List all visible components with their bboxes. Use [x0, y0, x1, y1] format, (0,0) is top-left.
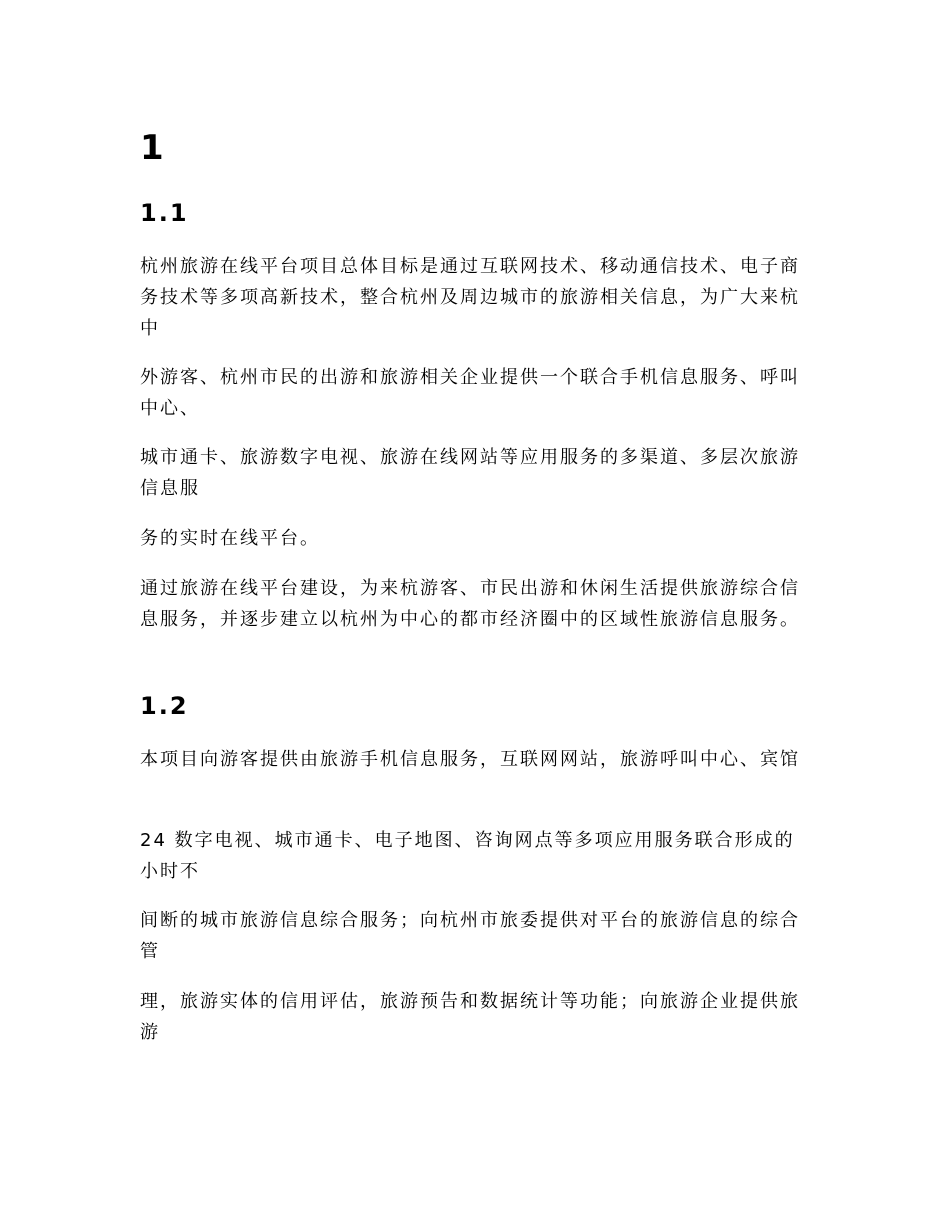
- subsection-heading-1-2: 1.2: [140, 692, 189, 720]
- paragraph: 外游客、杭州市民的出游和旅游相关企业提供一个联合手机信息服务、呼叫中心、: [140, 367, 800, 419]
- paragraph: 本项目向游客提供由旅游手机信息服务，互联网网站，旅游呼叫中心、宾馆: [140, 749, 800, 770]
- paragraph: 通过旅游在线平台建设，为来杭游客、市民出游和休闲生活提供旅游综合信息服务，并逐步建立以杭州为中心的都市经济圈中的区域性旅游信息服务。: [140, 578, 800, 630]
- paragraph: 间断的城市旅游信息综合服务；向杭州市旅委提供对平台的旅游信息的综合管: [140, 910, 800, 962]
- paragraph: 城市通卡、旅游数字电视、旅游在线网站等应用服务的多渠道、多层次旅游信息服: [140, 447, 800, 499]
- subsection-heading-1-1: 1.1: [140, 199, 189, 227]
- paragraph: 理，旅游实体的信用评估，旅游预告和数据统计等功能；向旅游企业提供旅游: [140, 991, 800, 1043]
- paragraph: 务的实时在线平台。: [140, 528, 320, 549]
- section-heading-1: 1: [140, 128, 164, 168]
- paragraph: 24 数字电视、城市通卡、电子地图、咨询网点等多项应用服务联合形成的小时不: [140, 830, 795, 882]
- paragraph: 杭州旅游在线平台项目总体目标是通过互联网技术、移动通信技术、电子商务技术等多项高新技术，整合杭州及周边城市的旅游相关信息，为广大来杭中: [140, 256, 800, 339]
